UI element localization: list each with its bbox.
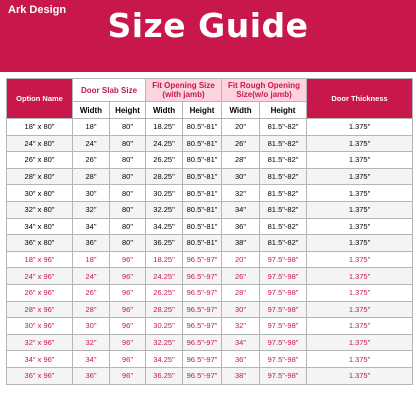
rough-height-cell: 97.5"-98"	[260, 268, 307, 285]
rough-height-cell: 97.5"-98"	[260, 251, 307, 268]
subheader-rough-width: Width	[222, 102, 260, 119]
subheader-opening-width: Width	[146, 102, 183, 119]
rough-height-cell: 81.5"-82"	[260, 218, 307, 235]
size-guide-table-container	[6, 78, 412, 385]
table-row	[7, 251, 413, 268]
rough-width-cell: 28"	[222, 284, 260, 301]
subheader-opening-height: Height	[183, 102, 222, 119]
slab-width-cell: 26"	[73, 284, 110, 301]
rough-width-cell: 26"	[222, 268, 260, 285]
thickness-cell: 1.375"	[307, 235, 413, 252]
slab-width-cell: 18"	[73, 251, 110, 268]
rough-width-cell: 30"	[222, 168, 260, 185]
rough-width-cell: 30"	[222, 301, 260, 318]
slab-height-cell: 96"	[110, 268, 146, 285]
slab-height-cell: 80"	[110, 235, 146, 252]
opening-width-cell: 36.25"	[146, 235, 183, 252]
table-row	[7, 135, 413, 152]
opening-height-cell: 80.5"-81"	[183, 119, 222, 136]
opening-width-cell: 30.25"	[146, 185, 183, 202]
slab-height-cell: 80"	[110, 168, 146, 185]
slab-width-cell: 32"	[73, 334, 110, 351]
slab-height-cell: 80"	[110, 218, 146, 235]
opening-width-cell: 32.25"	[146, 334, 183, 351]
option-name-cell: 34" x 96"	[7, 351, 73, 368]
opening-width-cell: 34.25"	[146, 351, 183, 368]
size-table-body	[7, 119, 413, 385]
brand-name: Ark Design	[8, 4, 67, 16]
option-name-cell: 28" x 80"	[7, 168, 73, 185]
table-row	[7, 218, 413, 235]
slab-height-cell: 96"	[110, 367, 146, 384]
option-name-cell: 36" x 96"	[7, 367, 73, 384]
rough-height-cell: 97.5"-98"	[260, 367, 307, 384]
option-name-cell: 36" x 80"	[7, 235, 73, 252]
table-row	[7, 284, 413, 301]
rough-height-cell: 97.5"-98"	[260, 284, 307, 301]
slab-width-cell: 34"	[73, 218, 110, 235]
thickness-cell: 1.375"	[307, 185, 413, 202]
thickness-cell: 1.375"	[307, 301, 413, 318]
opening-height-cell: 80.5"-81"	[183, 168, 222, 185]
option-name-cell: 34" x 80"	[7, 218, 73, 235]
slab-width-cell: 32"	[73, 201, 110, 218]
rough-height-cell: 81.5"-82"	[260, 235, 307, 252]
table-row	[7, 201, 413, 218]
opening-width-cell: 32.25"	[146, 201, 183, 218]
slab-height-cell: 80"	[110, 201, 146, 218]
opening-width-cell: 26.25"	[146, 152, 183, 169]
slab-width-cell: 24"	[73, 268, 110, 285]
rough-width-cell: 38"	[222, 235, 260, 252]
page-title: Size Guide	[107, 6, 309, 45]
opening-height-cell: 96.5"-97"	[183, 251, 222, 268]
slab-width-cell: 30"	[73, 318, 110, 335]
slab-width-cell: 18"	[73, 119, 110, 136]
thickness-cell: 1.375"	[307, 119, 413, 136]
opening-height-cell: 96.5"-97"	[183, 284, 222, 301]
opening-width-cell: 24.25"	[146, 135, 183, 152]
rough-height-cell: 81.5"-82"	[260, 135, 307, 152]
slab-width-cell: 28"	[73, 168, 110, 185]
rough-width-cell: 36"	[222, 351, 260, 368]
option-name-cell: 32" x 80"	[7, 201, 73, 218]
option-name-cell: 18" x 80"	[7, 119, 73, 136]
thickness-cell: 1.375"	[307, 201, 413, 218]
slab-width-cell: 34"	[73, 351, 110, 368]
rough-width-cell: 32"	[222, 185, 260, 202]
opening-height-cell: 96.5"-97"	[183, 268, 222, 285]
header-door-slab-size: Door Slab Size	[73, 79, 146, 102]
rough-height-cell: 97.5"-98"	[260, 301, 307, 318]
rough-height-cell: 81.5"-82"	[260, 168, 307, 185]
rough-width-cell: 32"	[222, 318, 260, 335]
opening-width-cell: 28.25"	[146, 301, 183, 318]
option-name-cell: 24" x 96"	[7, 268, 73, 285]
opening-height-cell: 80.5"-81"	[183, 185, 222, 202]
table-row	[7, 168, 413, 185]
header-fit-rough-opening-size: Fit Rough Opening Size(w/o jamb)	[222, 79, 307, 102]
title-banner	[0, 0, 416, 72]
thickness-cell: 1.375"	[307, 367, 413, 384]
opening-width-cell: 26.25"	[146, 284, 183, 301]
rough-width-cell: 20"	[222, 251, 260, 268]
option-name-cell: 28" x 96"	[7, 301, 73, 318]
size-guide-table	[6, 78, 413, 385]
opening-height-cell: 80.5"-81"	[183, 201, 222, 218]
slab-height-cell: 80"	[110, 185, 146, 202]
option-name-cell: 30" x 96"	[7, 318, 73, 335]
slab-height-cell: 96"	[110, 301, 146, 318]
slab-width-cell: 24"	[73, 135, 110, 152]
table-row	[7, 185, 413, 202]
slab-height-cell: 96"	[110, 251, 146, 268]
rough-height-cell: 81.5"-82"	[260, 201, 307, 218]
opening-height-cell: 96.5"-97"	[183, 351, 222, 368]
thickness-cell: 1.375"	[307, 268, 413, 285]
table-row	[7, 268, 413, 285]
thickness-cell: 1.375"	[307, 334, 413, 351]
subheader-slab-width: Width	[73, 102, 110, 119]
rough-height-cell: 81.5"-82"	[260, 152, 307, 169]
opening-width-cell: 18.25"	[146, 251, 183, 268]
thickness-cell: 1.375"	[307, 351, 413, 368]
rough-width-cell: 20"	[222, 119, 260, 136]
slab-width-cell: 28"	[73, 301, 110, 318]
option-name-cell: 26" x 96"	[7, 284, 73, 301]
thickness-cell: 1.375"	[307, 218, 413, 235]
rough-width-cell: 34"	[222, 334, 260, 351]
thickness-cell: 1.375"	[307, 318, 413, 335]
rough-height-cell: 81.5"-82"	[260, 119, 307, 136]
opening-width-cell: 34.25"	[146, 218, 183, 235]
opening-height-cell: 80.5"-81"	[183, 218, 222, 235]
opening-height-cell: 96.5"-97"	[183, 301, 222, 318]
header-fit-opening-size: Fit Opening Size (with jamb)	[146, 79, 222, 102]
opening-width-cell: 18.25"	[146, 119, 183, 136]
header-door-thickness: Door Thickness	[307, 79, 413, 119]
option-name-cell: 32" x 96"	[7, 334, 73, 351]
subheader-slab-height: Height	[110, 102, 146, 119]
slab-height-cell: 96"	[110, 284, 146, 301]
table-row	[7, 119, 413, 136]
thickness-cell: 1.375"	[307, 168, 413, 185]
slab-height-cell: 96"	[110, 318, 146, 335]
opening-height-cell: 80.5"-81"	[183, 152, 222, 169]
opening-width-cell: 36.25"	[146, 367, 183, 384]
opening-height-cell: 96.5"-97"	[183, 367, 222, 384]
rough-height-cell: 81.5"-82"	[260, 185, 307, 202]
slab-height-cell: 80"	[110, 119, 146, 136]
rough-height-cell: 97.5"-98"	[260, 334, 307, 351]
slab-width-cell: 30"	[73, 185, 110, 202]
option-name-cell: 30" x 80"	[7, 185, 73, 202]
table-row	[7, 318, 413, 335]
table-row	[7, 235, 413, 252]
header-option-name: Option Name	[7, 79, 73, 119]
slab-height-cell: 80"	[110, 135, 146, 152]
rough-height-cell: 97.5"-98"	[260, 351, 307, 368]
rough-width-cell: 34"	[222, 201, 260, 218]
rough-height-cell: 97.5"-98"	[260, 318, 307, 335]
rough-width-cell: 26"	[222, 135, 260, 152]
opening-height-cell: 96.5"-97"	[183, 334, 222, 351]
opening-width-cell: 28.25"	[146, 168, 183, 185]
thickness-cell: 1.375"	[307, 152, 413, 169]
table-row	[7, 367, 413, 384]
slab-width-cell: 36"	[73, 367, 110, 384]
slab-width-cell: 26"	[73, 152, 110, 169]
opening-height-cell: 96.5"-97"	[183, 318, 222, 335]
rough-width-cell: 36"	[222, 218, 260, 235]
opening-height-cell: 80.5"-81"	[183, 235, 222, 252]
opening-width-cell: 24.25"	[146, 268, 183, 285]
option-name-cell: 24" x 80"	[7, 135, 73, 152]
thickness-cell: 1.375"	[307, 284, 413, 301]
thickness-cell: 1.375"	[307, 251, 413, 268]
thickness-cell: 1.375"	[307, 135, 413, 152]
subheader-rough-height: Height	[260, 102, 307, 119]
opening-width-cell: 30.25"	[146, 318, 183, 335]
opening-height-cell: 80.5"-81"	[183, 135, 222, 152]
rough-width-cell: 28"	[222, 152, 260, 169]
rough-width-cell: 38"	[222, 367, 260, 384]
table-row	[7, 301, 413, 318]
table-row	[7, 351, 413, 368]
slab-height-cell: 96"	[110, 351, 146, 368]
table-row	[7, 334, 413, 351]
slab-width-cell: 36"	[73, 235, 110, 252]
option-name-cell: 18" x 96"	[7, 251, 73, 268]
slab-height-cell: 96"	[110, 334, 146, 351]
slab-height-cell: 80"	[110, 152, 146, 169]
option-name-cell: 26" x 80"	[7, 152, 73, 169]
table-row	[7, 152, 413, 169]
